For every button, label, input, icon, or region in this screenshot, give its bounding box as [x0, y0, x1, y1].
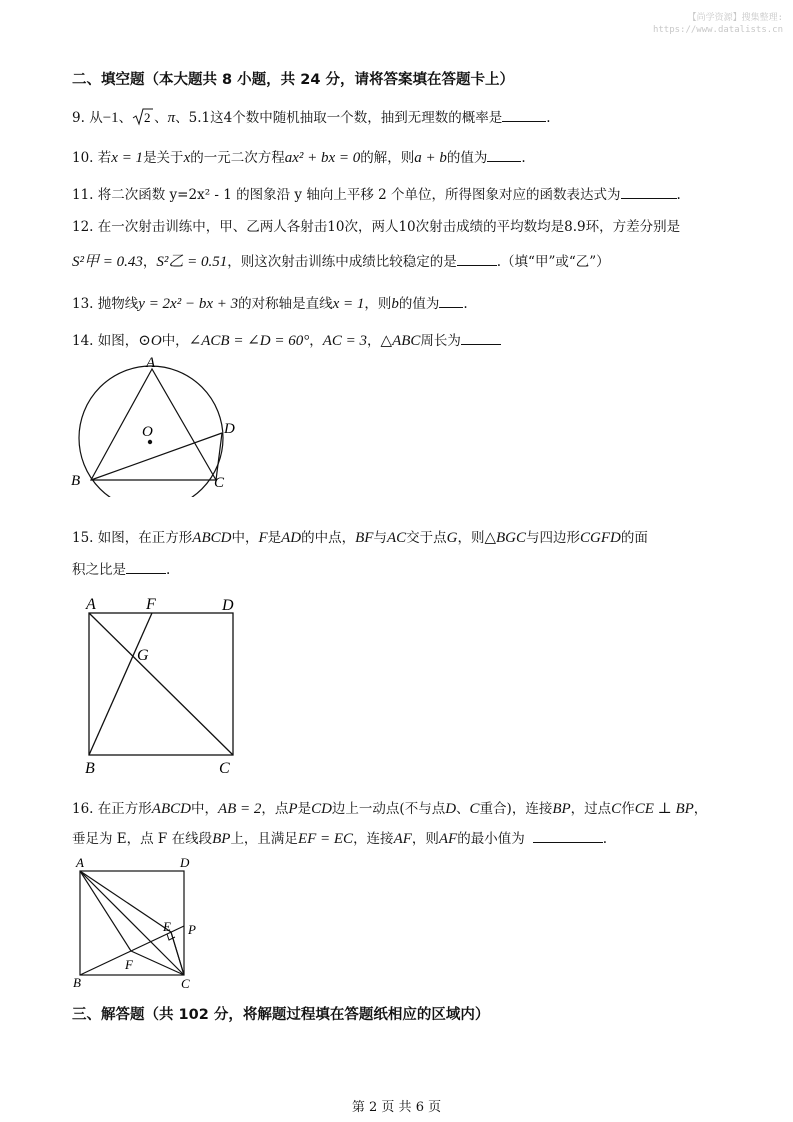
label-f: F	[146, 596, 156, 613]
q12-variance-yi: S²乙 = 0.51	[156, 254, 228, 270]
label-a: A	[146, 355, 156, 371]
q9-text-1: 从	[89, 110, 103, 126]
figure-14-circle-diagram	[66, 352, 246, 497]
q10-text-2: 是关于	[143, 150, 184, 166]
label-b: B	[71, 473, 81, 489]
q13-number: 13.	[72, 296, 94, 312]
q12-separator: ，	[142, 254, 157, 270]
sqrt-2-symbol	[132, 107, 154, 127]
q10-end: .	[521, 150, 526, 166]
label-d: D	[224, 421, 235, 437]
question-12-line-1: 12. 在一次射击训练中，甲、乙两人各射击10次，两人10次射击成绩的平均数均是8.9环，方差分别是	[72, 219, 681, 235]
q14-text-2: 中，	[161, 333, 189, 349]
label-g: G	[137, 647, 149, 664]
figure-16-square-diagram	[70, 856, 210, 992]
q16-text-13: ，则	[411, 831, 439, 847]
q16-text-8: ，过点	[570, 801, 612, 817]
label-b: B	[73, 975, 81, 990]
label-e: E	[163, 919, 171, 934]
q13-var-b: b	[391, 296, 399, 312]
q13-answer-blank[interactable]	[439, 295, 463, 308]
center-point-o	[148, 440, 152, 444]
q11-end: .	[676, 187, 681, 203]
question-15-line-1	[72, 526, 648, 547]
label-c: C	[214, 475, 225, 491]
q14-text-1: 如图，	[97, 333, 139, 349]
q9-pi: π	[167, 110, 176, 126]
q9-end: .	[546, 110, 551, 126]
q10-text-1: 若	[97, 150, 112, 166]
q15-text-5: 与	[373, 530, 387, 546]
label-f: F	[125, 957, 133, 972]
q14-number: 14.	[72, 333, 94, 349]
q16-text-7: 重合)，连接	[479, 801, 553, 817]
diagonal-ac	[89, 613, 233, 755]
q13-text-1: 抛物线	[97, 296, 139, 312]
q10-text-3: 的一元二次方程	[190, 150, 285, 166]
q14-triangle: △ABC	[380, 333, 421, 349]
question-9	[72, 106, 551, 127]
q16-bp-2: BP	[212, 831, 231, 847]
q16-text-2: 中，	[190, 801, 218, 817]
triangle-abc	[91, 369, 216, 480]
question-14	[72, 329, 501, 350]
q15-bf: BF	[355, 530, 374, 546]
q15-text-1: 如图，在正方形	[97, 530, 193, 546]
q10-var-x: x	[183, 150, 191, 166]
right-angle-mark	[167, 934, 175, 940]
segment-ae	[80, 871, 171, 932]
q10-answer-blank[interactable]	[487, 149, 521, 162]
q16-perpendicular: CE ⊥ BP	[634, 801, 694, 817]
label-o: O	[142, 424, 153, 440]
q9-text-4: 、5.1这4个数中随机抽取一个数，抽到无理数的概率是	[175, 110, 503, 126]
q15-text-3: 是	[267, 530, 282, 546]
q16-ab: AB = 2	[217, 801, 262, 817]
q13-axis: x = 1	[332, 296, 365, 312]
q16-point-c: C	[469, 801, 480, 817]
figure-15-square-diagram	[80, 590, 250, 780]
segment-fc	[131, 951, 184, 975]
q13-text-3: ，则	[364, 296, 392, 312]
q15-point-f: F	[258, 530, 268, 546]
q16-square: ABCD	[151, 801, 191, 817]
q14-separator: ，	[309, 333, 323, 349]
q14-answer-blank[interactable]	[461, 332, 501, 345]
q15-ad: AD	[281, 530, 302, 546]
q15-point-g: G	[446, 530, 458, 546]
q13-equation: y = 2x² − bx + 3	[138, 296, 239, 312]
q15-text-8: 与四边形	[526, 530, 581, 546]
q9-text-2: 、	[118, 110, 133, 126]
label-a: A	[76, 856, 84, 870]
q16-point-p: P	[288, 801, 298, 817]
label-d: D	[180, 856, 190, 870]
section-2-title: 二、填空题（本大题共 8 小题，共 24 分，请将答案填在答题卡上）	[72, 72, 514, 88]
q15-text-6: 交于点	[406, 530, 447, 546]
q16-line-2-text: 垂足为 E，点 F 在线段	[72, 831, 213, 847]
q15-end: .	[166, 562, 171, 578]
q16-af: AF	[393, 831, 412, 847]
q11-text: 11. 将二次函数 y=2x² - 1 的图象沿 y 轴向上平移 2 个单位，所得图象对应的函数表达式为	[72, 187, 621, 203]
q16-text-11: 上，且满足	[230, 831, 298, 847]
q16-answer-blank[interactable]	[533, 830, 603, 843]
question-10	[72, 146, 526, 167]
q12-text: ，则这次射击训练中成绩比较稳定的是	[227, 254, 457, 270]
q9-text-3: 、	[154, 110, 168, 126]
section-3-title: 三、解答题（共 102 分，将解题过程填在答题纸相应的区域内）	[72, 1007, 490, 1023]
q12-answer-blank[interactable]	[457, 253, 497, 266]
q10-condition: x = 1	[111, 150, 144, 166]
q14-angles: ∠ACB = ∠D = 60°	[188, 333, 310, 349]
q16-af-2: AF	[438, 831, 458, 847]
watermark-source: 【尚学资源】搜集整理:	[687, 13, 783, 23]
q10-text-4: 的解，则	[360, 150, 415, 166]
q14-text-3: ，	[367, 333, 381, 349]
q15-text-4: 的中点，	[301, 530, 356, 546]
question-16-line-1	[72, 797, 707, 818]
q15-text-2: 中，	[231, 530, 259, 546]
q10-expression: a + b	[414, 150, 447, 166]
q10-text-5: 的值为	[446, 150, 488, 166]
question-12-line-2	[72, 250, 610, 271]
q15-text-7: ，则	[457, 530, 485, 546]
label-p: P	[188, 922, 196, 937]
q16-bp: BP	[552, 801, 571, 817]
svg-text:2: 2	[144, 110, 151, 125]
label-c: C	[219, 760, 230, 777]
question-11	[72, 183, 681, 203]
label-a: A	[86, 596, 96, 613]
q16-text-9: 作	[621, 801, 635, 817]
q16-text-12: ，连接	[353, 831, 394, 847]
q16-text-10: ，	[693, 801, 708, 817]
q12-variance-jia: S²甲 = 0.43	[72, 254, 143, 270]
q16-text-5: 边上一动点(不与点	[331, 801, 446, 817]
question-13	[72, 292, 468, 313]
q15-triangle-bgc: △BGC	[484, 530, 527, 546]
q15-answer-blank[interactable]	[126, 561, 166, 574]
q16-point-c-2: C	[611, 801, 622, 817]
q13-end: .	[463, 296, 468, 312]
q16-ef-ec: EF = EC	[297, 831, 354, 847]
q15-line-2-text: 积之比是	[72, 562, 126, 578]
q10-number: 10.	[72, 150, 94, 166]
q14-text-4: 周长为	[420, 333, 461, 349]
q16-text-1: 在正方形	[97, 801, 152, 817]
watermark-url: https://www.datalists.cn	[652, 25, 783, 35]
q9-number: 9.	[72, 110, 85, 126]
segment-af	[80, 871, 131, 951]
q16-end: .	[602, 831, 608, 847]
label-d: D	[222, 597, 234, 614]
label-b: B	[85, 760, 95, 777]
q13-text-2: 的对称轴是直线	[238, 296, 333, 312]
label-c: C	[181, 976, 190, 991]
q16-point-d: D	[445, 801, 457, 817]
q16-text-14: 的最小值为	[457, 831, 525, 847]
q16-text-4: 是	[297, 801, 312, 817]
question-15-line-2	[72, 558, 170, 578]
page-number-footer: 第 2 页 共 6 页	[351, 1100, 442, 1115]
q9-answer-blank[interactable]	[502, 109, 546, 122]
q10-equation: ax² + bx = 0	[284, 150, 361, 166]
q11-answer-blank[interactable]	[621, 186, 677, 199]
q16-text-3: ，点	[261, 801, 289, 817]
q15-square: ABCD	[192, 530, 232, 546]
q9-value-neg-one: −1	[102, 110, 119, 126]
q12-end: .（填“甲”或“乙”）	[496, 254, 610, 270]
q15-quad-cgfd: CGFD	[580, 530, 621, 546]
q15-ac: AC	[386, 530, 407, 546]
q16-text-6: 、	[456, 801, 470, 817]
q14-ac: AC = 3	[322, 333, 368, 349]
question-16-line-2	[72, 827, 607, 848]
q16-cd: CD	[311, 801, 332, 817]
segment-bf	[89, 613, 152, 755]
q15-number: 15.	[72, 530, 94, 546]
q14-circle: ⊙O	[138, 333, 162, 349]
q15-text-9: 的面	[620, 530, 648, 546]
q13-text-4: 的值为	[398, 296, 440, 312]
q16-number: 16.	[72, 801, 94, 817]
